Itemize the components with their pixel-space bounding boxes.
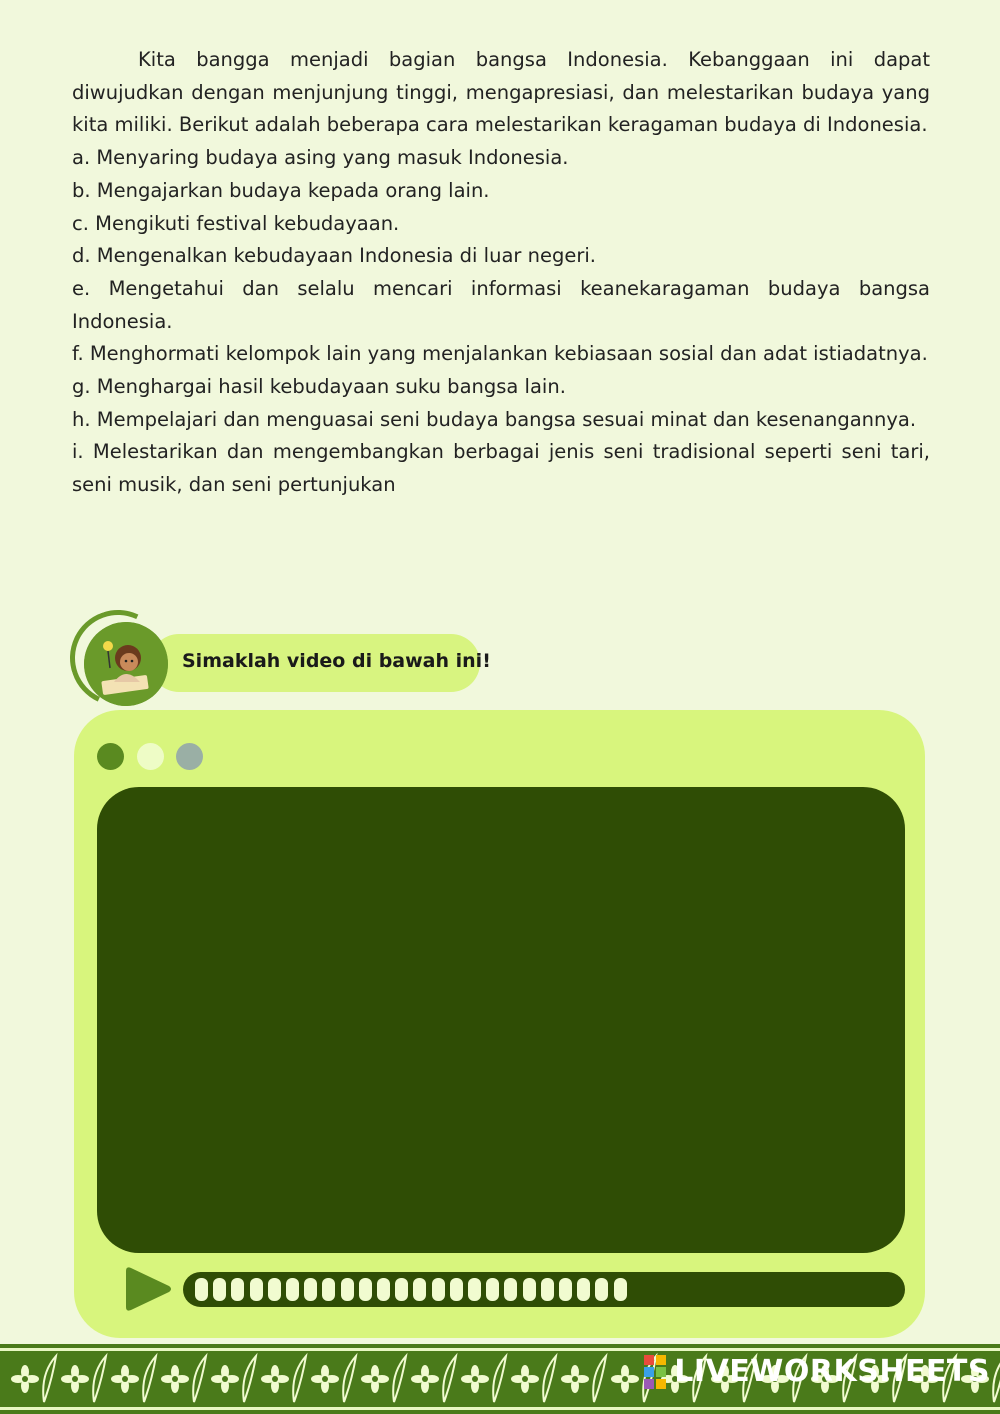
progress-segment bbox=[523, 1278, 536, 1301]
list-item: e. Mengetahui dan selalu mencari informasi keanekaragaman budaya bangsa Indonesia. bbox=[72, 276, 930, 333]
progress-segment bbox=[377, 1278, 390, 1301]
border-flower bbox=[111, 1356, 156, 1402]
list-item: c. Mengikuti festival kebudayaan. bbox=[72, 211, 400, 235]
progress-segment bbox=[450, 1278, 463, 1301]
progress-segment bbox=[468, 1278, 481, 1301]
list-item: b. Mengajarkan budaya kepada orang lain. bbox=[72, 178, 490, 202]
progress-segment bbox=[541, 1278, 554, 1301]
instruction-banner bbox=[70, 606, 490, 706]
video-player bbox=[74, 710, 925, 1338]
progress-segment bbox=[286, 1278, 299, 1301]
progress-segment bbox=[268, 1278, 281, 1301]
list-item: g. Menghargai hasil kebudayaan suku bangsa lain. bbox=[72, 375, 566, 399]
play-icon[interactable] bbox=[122, 1266, 174, 1312]
watermark-text: LIVEWORKSHEETS bbox=[674, 1354, 990, 1389]
progress-segment bbox=[304, 1278, 317, 1301]
border-flower bbox=[11, 1356, 56, 1402]
list-item: h. Mempelajari dan menguasai seni budaya bangsa sesuai minat dan kesenangannya. bbox=[72, 407, 917, 431]
video-screen[interactable] bbox=[97, 787, 905, 1253]
border-flower bbox=[361, 1356, 406, 1402]
border-flower bbox=[461, 1356, 506, 1402]
window-dot-green bbox=[97, 743, 124, 770]
liveworksheets-logo bbox=[644, 1354, 990, 1389]
intro-paragraph: Kita bangga menjadi bagian bangsa Indonesia. Kebanggaan ini dapat diwujudkan dengan menjunjung tinggi, mengapresiasi, dan melestarikan budaya yang kita miliki. Berikut adalah beberapa cara melestarikan keragaman budaya di Indonesia. bbox=[72, 48, 930, 137]
progress-segment bbox=[595, 1278, 608, 1301]
progress-segment bbox=[577, 1278, 590, 1301]
progress-segment bbox=[614, 1278, 627, 1301]
student-writing-icon bbox=[84, 622, 168, 706]
progress-segment bbox=[195, 1278, 208, 1301]
border-flower bbox=[561, 1356, 606, 1402]
progress-segment bbox=[250, 1278, 263, 1301]
list-item: i. Melestarikan dan mengembangkan berbagai jenis seni tradisional seperti seni tari, seni musik, dan seni pertunjukan bbox=[72, 440, 930, 497]
progress-segment bbox=[231, 1278, 244, 1301]
progress-bar[interactable] bbox=[183, 1272, 905, 1307]
list-item: a. Menyaring budaya asing yang masuk Indonesia. bbox=[72, 146, 569, 170]
progress-segment bbox=[559, 1278, 572, 1301]
border-flower bbox=[511, 1356, 556, 1402]
progress-segment bbox=[341, 1278, 354, 1301]
banner-label: Simaklah video di bawah ini! bbox=[182, 650, 491, 672]
border-flower bbox=[161, 1356, 206, 1402]
progress-segment bbox=[213, 1278, 226, 1301]
progress-segment bbox=[413, 1278, 426, 1301]
progress-segment bbox=[359, 1278, 372, 1301]
progress-segment bbox=[432, 1278, 445, 1301]
list-item: f. Menghormati kelompok lain yang menjalankan kebiasaan sosial dan adat istiadatnya. bbox=[72, 342, 928, 366]
border-flower bbox=[261, 1356, 306, 1402]
window-dot-light bbox=[137, 743, 164, 770]
border-flower bbox=[61, 1356, 106, 1402]
progress-segment bbox=[504, 1278, 517, 1301]
list-item: d. Mengenalkan kebudayaan Indonesia di luar negeri. bbox=[72, 244, 596, 268]
reading-text bbox=[72, 44, 930, 502]
border-flower bbox=[211, 1356, 256, 1402]
progress-segment bbox=[486, 1278, 499, 1301]
progress-segment bbox=[322, 1278, 335, 1301]
border-flower bbox=[411, 1356, 456, 1402]
progress-segment bbox=[395, 1278, 408, 1301]
border-flower bbox=[311, 1356, 356, 1402]
window-dot-gray bbox=[176, 743, 203, 770]
